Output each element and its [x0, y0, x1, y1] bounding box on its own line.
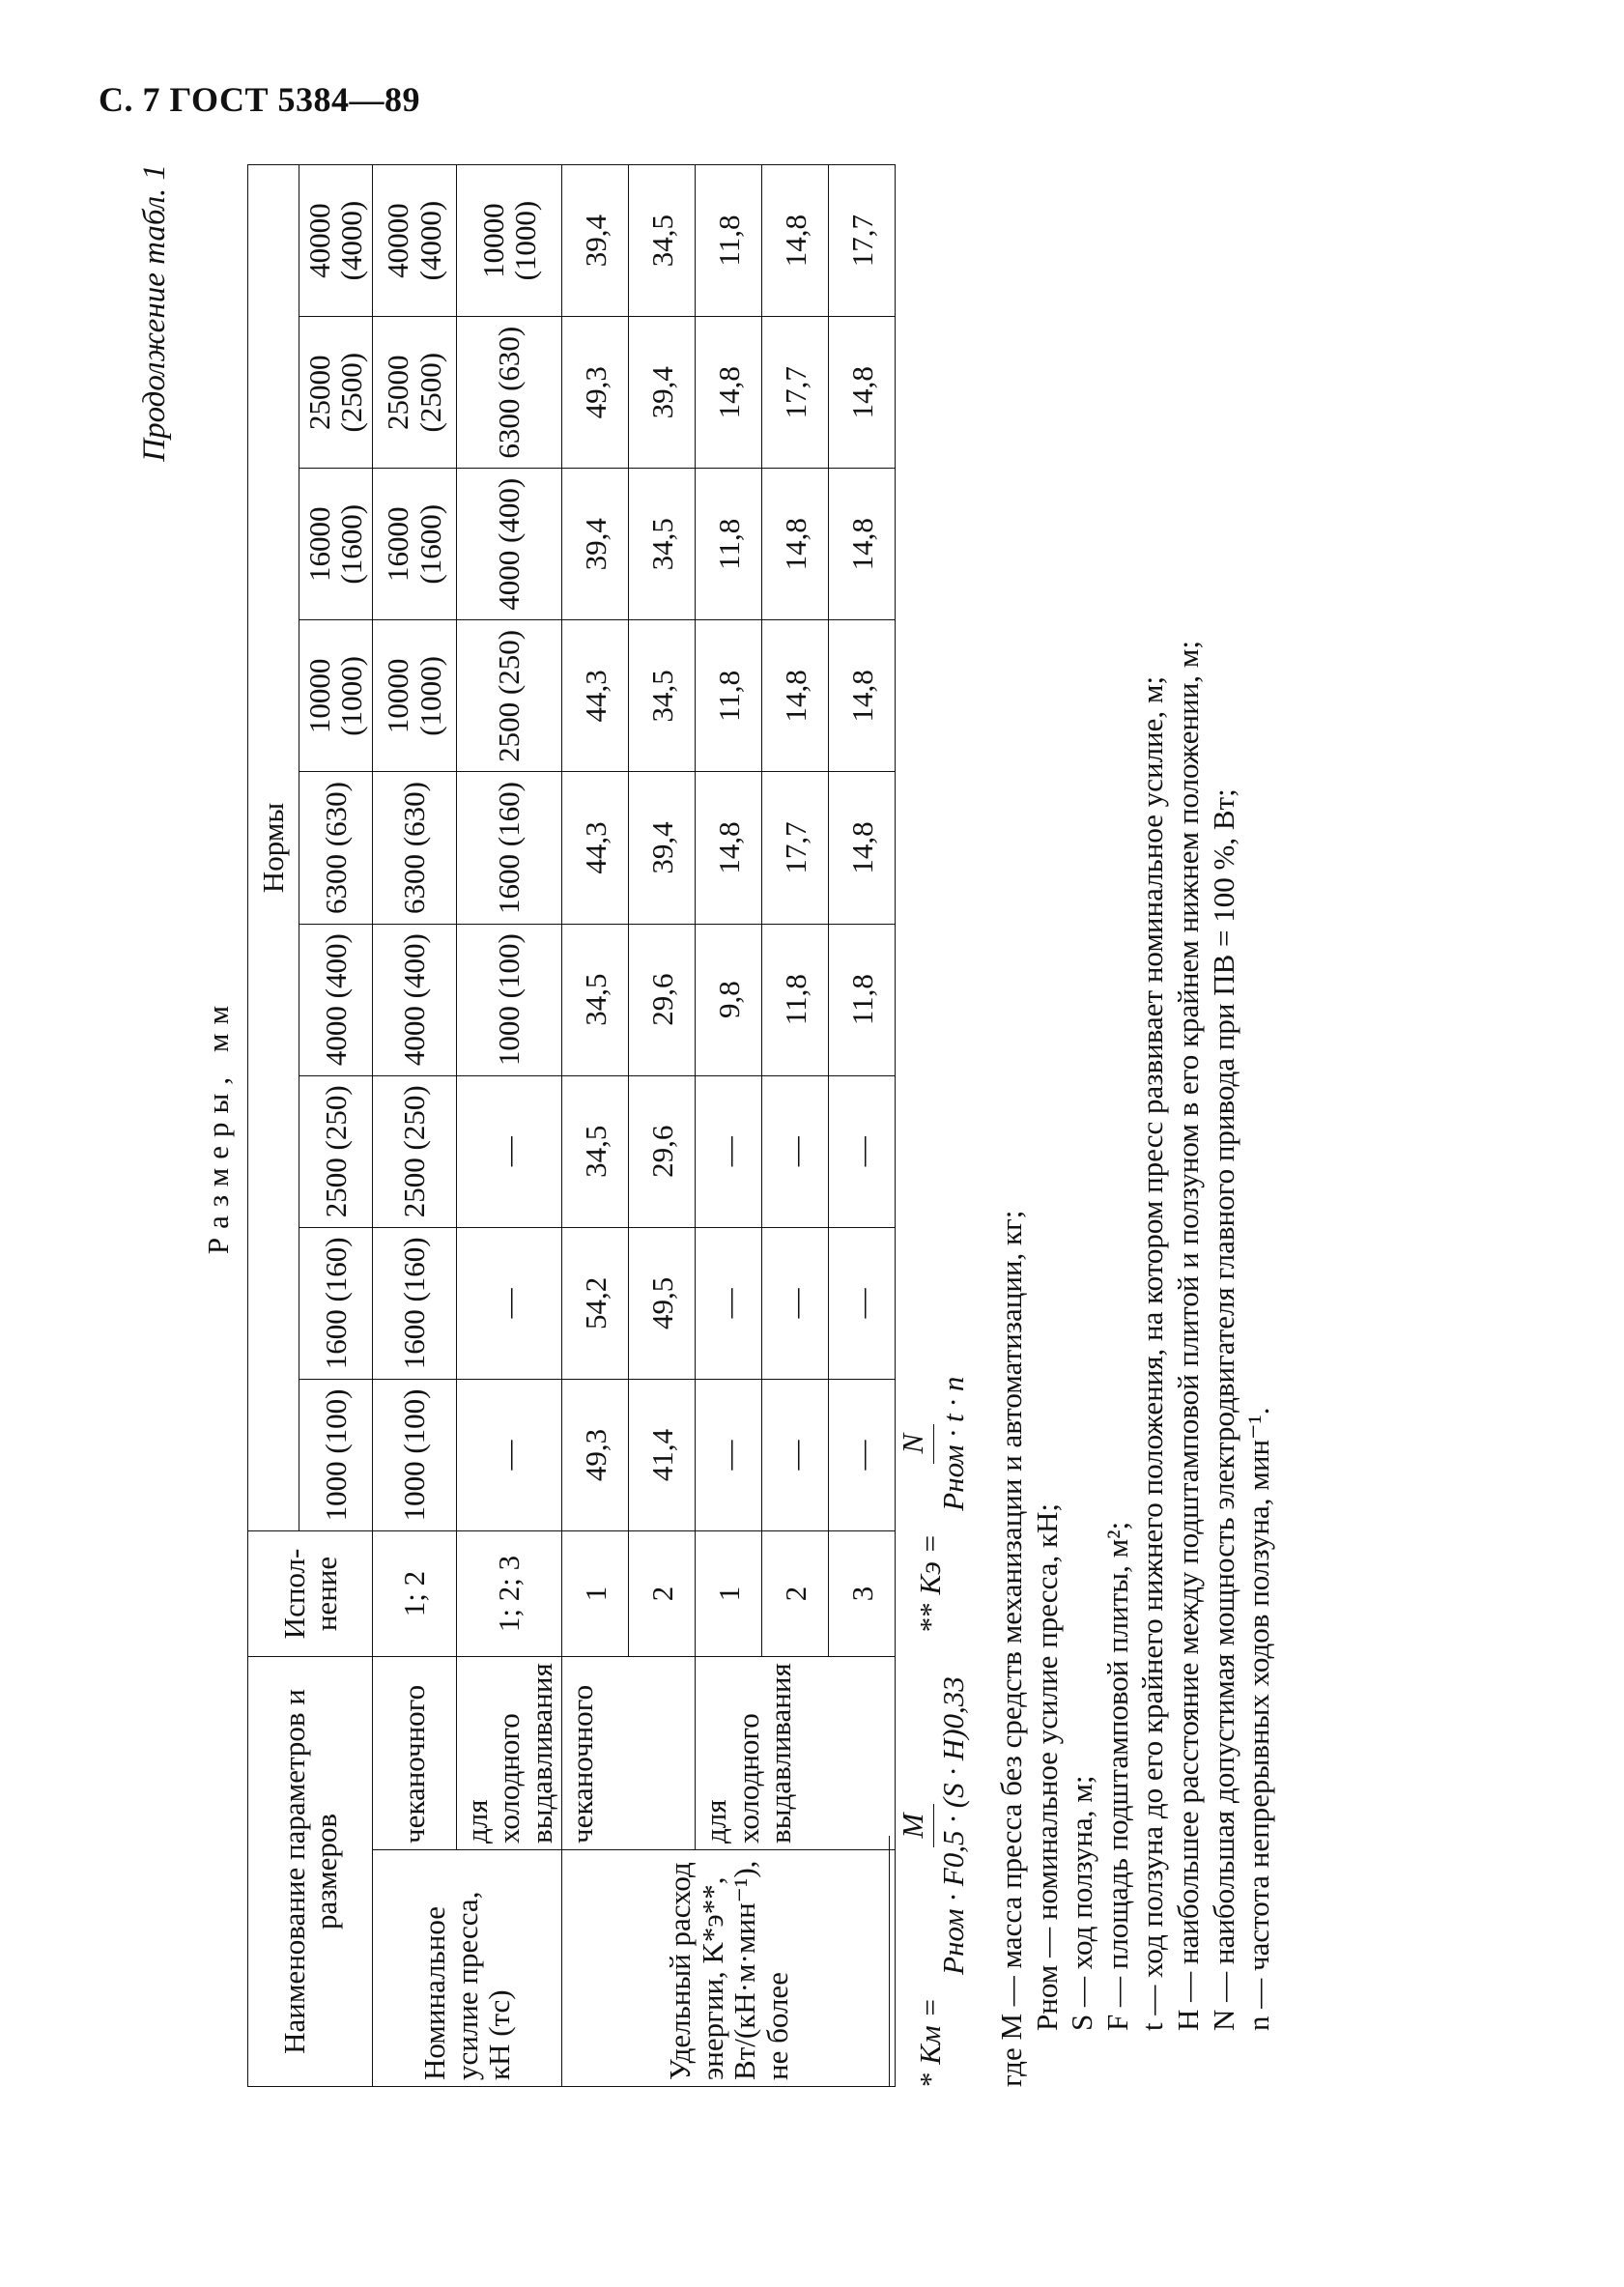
legend-list: [994, 164, 1277, 2087]
value-cell: —: [762, 1075, 829, 1227]
value-cell: 17,7: [762, 772, 829, 924]
value-cell: 49,5: [629, 1227, 696, 1379]
header-exec: Испол-нение: [248, 1531, 373, 1657]
sub-label: чеканочного: [372, 1657, 456, 1850]
footnote-rule: [889, 1836, 890, 2087]
km-formula: * Kм = M Pном · F0,5 · (S · H)0,33: [896, 1676, 970, 2087]
value-cell: —: [456, 1379, 561, 1530]
value-cell: 39,4: [629, 317, 696, 469]
value-cell: 14,8: [829, 620, 896, 772]
value-cell: 1600 (160): [456, 772, 561, 924]
legend-item: S — ход ползуна, м;: [1065, 1775, 1099, 2031]
value-cell: —: [762, 1227, 829, 1379]
value-cell: 1000 (100): [456, 924, 561, 1075]
legend-item: N — наибольшая допустимая мощность электродвигателя главного привода при ПВ = 100 %, Вт;: [1206, 788, 1240, 2031]
table-row: [456, 165, 561, 2087]
value-cell: —: [456, 1227, 561, 1379]
header-norms: Нормы: [248, 165, 299, 1531]
value-cell: 44,3: [562, 620, 629, 772]
group-label: Номинальное усилие пресса, кН (тс): [372, 1850, 561, 2087]
value-cell: 11,8: [696, 620, 762, 772]
value-cell: 44,3: [562, 772, 629, 924]
force-header: 16000 (1600): [299, 469, 373, 620]
value-cell: 40000 (4000): [372, 165, 456, 317]
value-cell: 39,4: [629, 772, 696, 924]
exec-cell: 1; 2; 3: [456, 1531, 561, 1657]
force-header: 1600 (160): [299, 1227, 373, 1379]
exec-cell: 2: [762, 1531, 829, 1657]
group-label: Удельный расход энергии, K*э**, Вт/(кН·м·мин⁻¹), не более: [562, 1850, 896, 2087]
ke-formula: ** Kэ = N Pном · t · n: [896, 1376, 970, 1633]
value-cell: 39,4: [562, 469, 629, 620]
value-cell: 10000 (1000): [456, 165, 561, 317]
rotated-content: [137, 164, 1478, 2087]
value-cell: 4000 (400): [372, 924, 456, 1075]
value-cell: 11,8: [696, 165, 762, 317]
value-cell: 34,5: [629, 620, 696, 772]
force-header: 2500 (250): [299, 1075, 373, 1227]
value-cell: 34,5: [629, 165, 696, 317]
value-cell: 17,7: [829, 165, 896, 317]
legend-item: n — частота непрерывных ходов ползуна, мин⁻¹.: [1241, 1407, 1276, 2031]
force-header: 40000 (4000): [299, 165, 373, 317]
force-header: 6300 (630): [299, 772, 373, 924]
value-cell: 14,8: [762, 469, 829, 620]
sub-label: чеканочного: [562, 1657, 696, 1850]
exec-cell: 1: [696, 1531, 762, 1657]
legend-item: t — ход ползуна до его крайнего нижнего положения, на котором пресс развивает номинальное усилие, м;: [1135, 675, 1170, 2031]
value-cell: 29,6: [629, 924, 696, 1075]
value-cell: 1000 (100): [372, 1379, 456, 1530]
value-cell: 16000 (1600): [372, 469, 456, 620]
value-cell: —: [829, 1227, 896, 1379]
value-cell: 2500 (250): [372, 1075, 456, 1227]
value-cell: 10000 (1000): [372, 620, 456, 772]
value-cell: 29,6: [629, 1075, 696, 1227]
value-cell: —: [696, 1075, 762, 1227]
continuation-label: Продолжение табл. 1: [137, 164, 172, 462]
value-cell: 4000 (400): [456, 469, 561, 620]
value-cell: 34,5: [629, 469, 696, 620]
exec-cell: 3: [829, 1531, 896, 1657]
value-cell: 34,5: [562, 1075, 629, 1227]
value-cell: 49,3: [562, 1379, 629, 1530]
sub-label: для холодного выдавливания: [456, 1657, 561, 1850]
force-header: 4000 (400): [299, 924, 373, 1075]
parameters-table: [193, 164, 896, 2087]
value-cell: 14,8: [829, 469, 896, 620]
table-row: [696, 165, 762, 2087]
value-cell: 14,8: [696, 772, 762, 924]
value-cell: 11,8: [829, 924, 896, 1075]
exec-cell: 1; 2: [372, 1531, 456, 1657]
value-cell: 34,5: [562, 924, 629, 1075]
value-cell: —: [762, 1379, 829, 1530]
legend-item: где M — масса пресса без средств механизации и автоматизации, кг;: [994, 1210, 1029, 2087]
value-cell: 54,2: [562, 1227, 629, 1379]
value-cell: 11,8: [762, 924, 829, 1075]
table-row: [562, 165, 629, 2087]
force-header: 10000 (1000): [299, 620, 373, 772]
legend-item: F — площадь подштамповой плиты, м²;: [1099, 1521, 1134, 2031]
value-cell: 14,8: [696, 317, 762, 469]
value-cell: —: [829, 1075, 896, 1227]
formulas-line: [896, 164, 971, 2087]
value-cell: 9,8: [696, 924, 762, 1075]
sizes-title: Размеры, мм: [201, 996, 236, 1255]
force-header: 1000 (100): [299, 1379, 373, 1530]
value-cell: 14,8: [762, 620, 829, 772]
value-cell: 25000 (2500): [372, 317, 456, 469]
value-cell: —: [696, 1227, 762, 1379]
value-cell: 39,4: [562, 165, 629, 317]
value-cell: —: [696, 1379, 762, 1530]
legend-item: H — наибольшее расстояние между подштамповой плитой и ползуном в его крайнем нижнем положении, м;: [1171, 640, 1206, 2031]
value-cell: —: [456, 1075, 561, 1227]
notes-block: [889, 164, 1277, 2087]
exec-cell: 2: [629, 1531, 696, 1657]
exec-cell: 1: [562, 1531, 629, 1657]
value-cell: 6300 (630): [372, 772, 456, 924]
value-cell: 17,7: [762, 317, 829, 469]
legend-item: Pном — номинальное усилие пресса, кН;: [1029, 1502, 1064, 2031]
value-cell: —: [829, 1379, 896, 1530]
value-cell: 14,8: [762, 165, 829, 317]
header-name: Наименование параметров и размеров: [248, 1657, 373, 2087]
page-header: С. 7 ГОСТ 5384—89: [99, 80, 420, 119]
sub-label: для холодного выдавливания: [696, 1657, 896, 1850]
value-cell: 11,8: [696, 469, 762, 620]
value-cell: 2500 (250): [456, 620, 561, 772]
value-cell: 14,8: [829, 772, 896, 924]
value-cell: 1600 (160): [372, 1227, 456, 1379]
value-cell: 6300 (630): [456, 317, 561, 469]
value-cell: 14,8: [829, 317, 896, 469]
force-header: 25000 (2500): [299, 317, 373, 469]
value-cell: 49,3: [562, 317, 629, 469]
value-cell: 41,4: [629, 1379, 696, 1530]
table-row: [372, 165, 456, 2087]
